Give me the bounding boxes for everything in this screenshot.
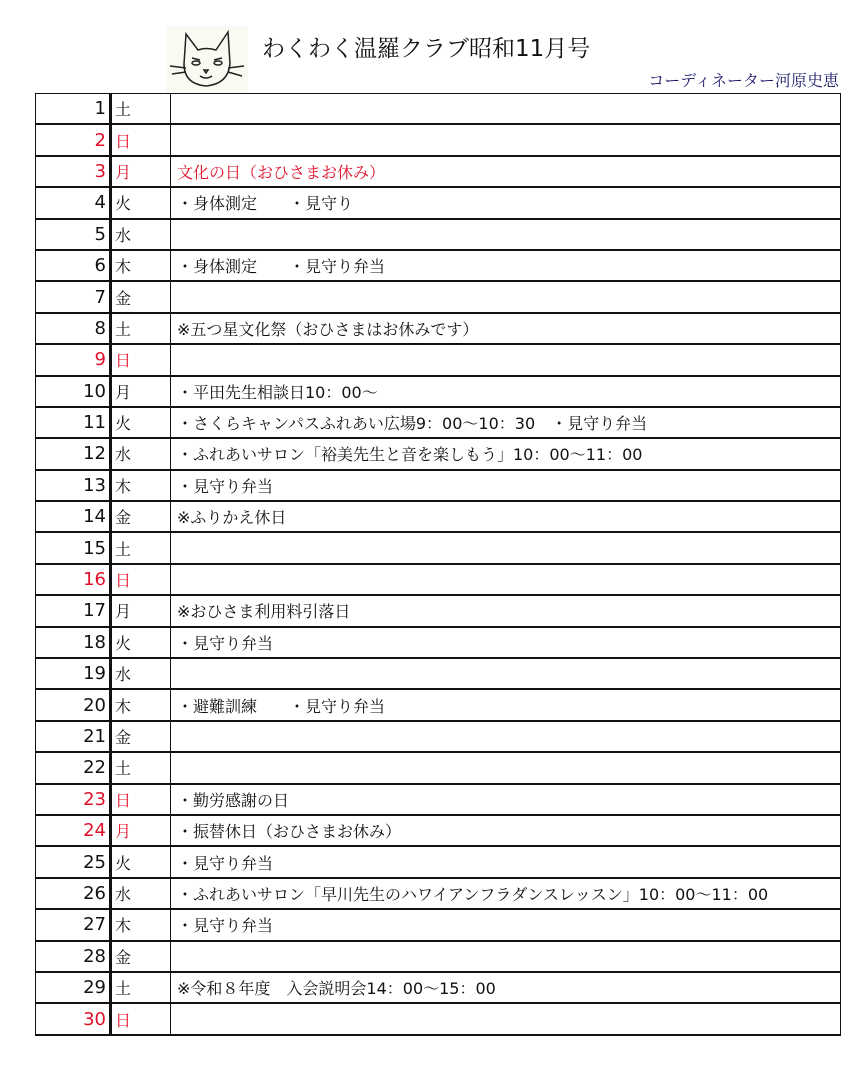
event-text (171, 564, 841, 595)
day-number: 28 (36, 941, 111, 972)
calendar-row (36, 376, 841, 407)
calendar-row (36, 219, 841, 250)
day-number: 3 (36, 156, 111, 187)
day-number: 25 (36, 846, 111, 877)
day-number: 19 (36, 658, 111, 689)
event-text (171, 281, 841, 312)
calendar-row (36, 501, 841, 532)
calendar-row (36, 313, 841, 344)
event-text: ・ふれあいサロン「早川先生のハワイアンフラダンスレッスン」10：00～11：00 (171, 878, 841, 909)
weekday: 火 (111, 187, 171, 218)
day-number: 4 (36, 187, 111, 218)
weekday: 水 (111, 438, 171, 469)
weekday: 水 (111, 658, 171, 689)
event-text: ※ふりかえ休日 (171, 501, 841, 532)
day-number: 7 (36, 281, 111, 312)
day-number: 12 (36, 438, 111, 469)
calendar-row (36, 532, 841, 563)
day-number: 21 (36, 721, 111, 752)
calendar-row (36, 941, 841, 972)
day-number: 14 (36, 501, 111, 532)
weekday: 日 (111, 564, 171, 595)
day-number: 10 (36, 376, 111, 407)
day-number: 5 (36, 219, 111, 250)
weekday: 金 (111, 501, 171, 532)
event-text (171, 124, 841, 155)
calendar-row (36, 438, 841, 469)
day-number: 22 (36, 752, 111, 783)
event-text: ・避難訓練 ・見守り弁当 (171, 689, 841, 720)
weekday: 月 (111, 376, 171, 407)
day-number: 30 (36, 1003, 111, 1034)
event-text (171, 752, 841, 783)
event-text: ・見守り弁当 (171, 470, 841, 501)
event-text: ・見守り弁当 (171, 627, 841, 658)
event-text: ・身体測定 ・見守り弁当 (171, 250, 841, 281)
day-number: 18 (36, 627, 111, 658)
event-text (171, 1003, 841, 1034)
day-number: 2 (36, 124, 111, 155)
event-text (171, 532, 841, 563)
calendar-row (36, 878, 841, 909)
calendar-row (36, 972, 841, 1003)
day-number: 6 (36, 250, 111, 281)
weekday: 日 (111, 1003, 171, 1034)
calendar-row (36, 595, 841, 626)
day-number: 24 (36, 815, 111, 846)
event-text (171, 721, 841, 752)
event-text: ・ふれあいサロン「裕美先生と音を楽しもう」10：00～11：00 (171, 438, 841, 469)
calendar-row (36, 1003, 841, 1034)
calendar-row (36, 721, 841, 752)
weekday: 木 (111, 689, 171, 720)
calendar-row (36, 94, 841, 125)
calendar-row (36, 564, 841, 595)
calendar-row (36, 344, 841, 375)
page-title: わくわく温羅クラブ昭和11月号 (262, 36, 591, 62)
day-number: 15 (36, 532, 111, 563)
calendar-row (36, 784, 841, 815)
event-text (171, 94, 841, 125)
weekday: 日 (111, 344, 171, 375)
weekday: 日 (111, 124, 171, 155)
day-number: 16 (36, 564, 111, 595)
calendar-row (36, 156, 841, 187)
weekday: 土 (111, 752, 171, 783)
day-number: 8 (36, 313, 111, 344)
weekday: 水 (111, 219, 171, 250)
calendar-row (36, 124, 841, 155)
event-text (171, 344, 841, 375)
weekday: 月 (111, 156, 171, 187)
event-text: 文化の日（おひさまお休み） (171, 156, 841, 187)
weekday: 土 (111, 313, 171, 344)
calendar-table (35, 93, 841, 1036)
day-number: 9 (36, 344, 111, 375)
weekday: 木 (111, 470, 171, 501)
event-text: ・身体測定 ・見守り (171, 187, 841, 218)
day-number: 20 (36, 689, 111, 720)
day-number: 17 (36, 595, 111, 626)
event-text: ・見守り弁当 (171, 909, 841, 940)
weekday: 金 (111, 721, 171, 752)
weekday: 土 (111, 972, 171, 1003)
weekday: 水 (111, 878, 171, 909)
calendar-row (36, 281, 841, 312)
event-text: ・さくらキャンパスふれあい広場9：00～10：30 ・見守り弁当 (171, 407, 841, 438)
weekday: 火 (111, 407, 171, 438)
day-number: 23 (36, 784, 111, 815)
weekday: 火 (111, 846, 171, 877)
weekday: 月 (111, 815, 171, 846)
event-text: ※令和８年度 入会説明会14：00～15：00 (171, 972, 841, 1003)
calendar-row (36, 846, 841, 877)
event-text: ・振替休日（おひさまお休み） (171, 815, 841, 846)
calendar-row (36, 627, 841, 658)
calendar-row (36, 909, 841, 940)
event-text: ・勤労感謝の日 (171, 784, 841, 815)
day-number: 27 (36, 909, 111, 940)
day-number: 1 (36, 94, 111, 125)
day-number: 13 (36, 470, 111, 501)
event-text (171, 658, 841, 689)
coordinator-name: コーディネーター河原史恵 (648, 71, 839, 90)
weekday: 木 (111, 909, 171, 940)
weekday: 土 (111, 94, 171, 125)
weekday: 月 (111, 595, 171, 626)
weekday: 土 (111, 532, 171, 563)
weekday: 金 (111, 941, 171, 972)
event-text: ・平田先生相談日10：00～ (171, 376, 841, 407)
weekday: 金 (111, 281, 171, 312)
calendar-row (36, 752, 841, 783)
calendar-row (36, 689, 841, 720)
calendar-row (36, 187, 841, 218)
event-text: ※五つ星文化祭（おひさまはお休みです） (171, 313, 841, 344)
calendar-row (36, 407, 841, 438)
calendar-row (36, 658, 841, 689)
weekday: 火 (111, 627, 171, 658)
cat-illustration (166, 26, 248, 92)
day-number: 26 (36, 878, 111, 909)
event-text (171, 941, 841, 972)
event-text: ※おひさま利用料引落日 (171, 595, 841, 626)
day-number: 11 (36, 407, 111, 438)
calendar-row (36, 250, 841, 281)
event-text: ・見守り弁当 (171, 846, 841, 877)
calendar-row (36, 470, 841, 501)
weekday: 日 (111, 784, 171, 815)
weekday: 木 (111, 250, 171, 281)
calendar-row (36, 815, 841, 846)
event-text (171, 219, 841, 250)
day-number: 29 (36, 972, 111, 1003)
